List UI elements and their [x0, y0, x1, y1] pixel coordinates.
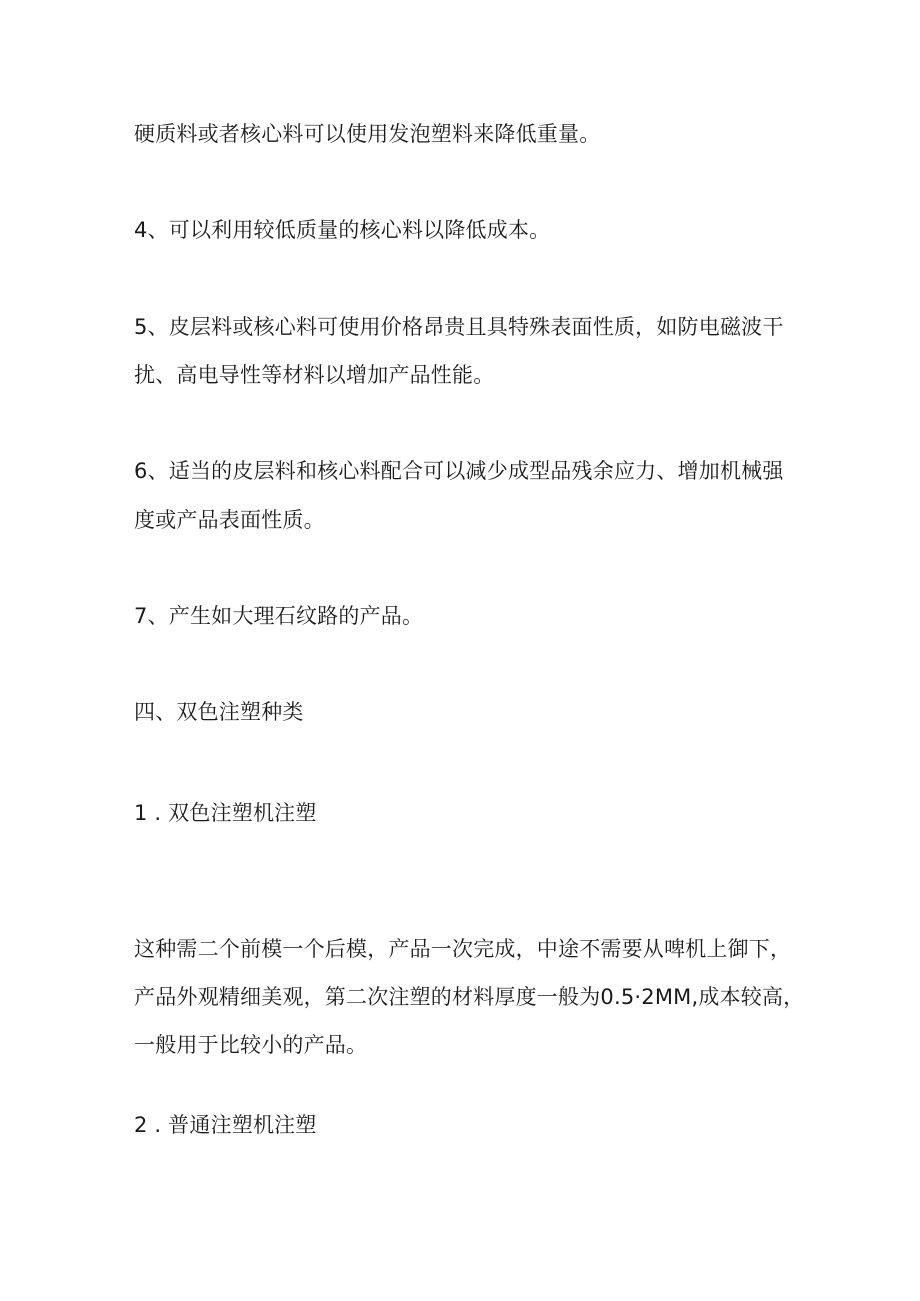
paragraph-line: 硬质料或者核心料可以使用发泡塑料来降低重量。 [134, 122, 601, 146]
list-item-5-line-1: 5、皮层料或核心料可使用价格昂贵且具特殊表面性质，如防电磁波干 [134, 315, 784, 339]
paragraph-line-1: 这种需二个前模一个后模，产品一次完成，中途不需要从啤机上御下， [134, 937, 792, 961]
list-item-6-line-1: 6、适当的皮层料和核心料配合可以减少成型品残余应力、增加机械强 [134, 459, 784, 483]
list-item-5-line-2: 扰、高电导性等材料以增加产品性能。 [134, 363, 495, 387]
subheading-1: 1 . 双色注塑机注塑 [134, 801, 317, 825]
section-heading: 四、双色注塑种类 [134, 700, 304, 724]
paragraph-line-2: 产品外观精细美观，第二次注塑的材料厚度一般为0.5·2MM,成本较高， [134, 985, 805, 1009]
paragraph-line-3: 一般用于比较小的产品。 [134, 1033, 368, 1057]
list-item-4: 4、可以利用较低质量的核心料以降低成本。 [134, 218, 551, 242]
list-item-7: 7、产生如大理石纹路的产品。 [134, 604, 424, 628]
list-item-6-line-2: 度或产品表面性质。 [134, 508, 325, 532]
subheading-2: 2 . 普通注塑机注塑 [134, 1113, 317, 1137]
